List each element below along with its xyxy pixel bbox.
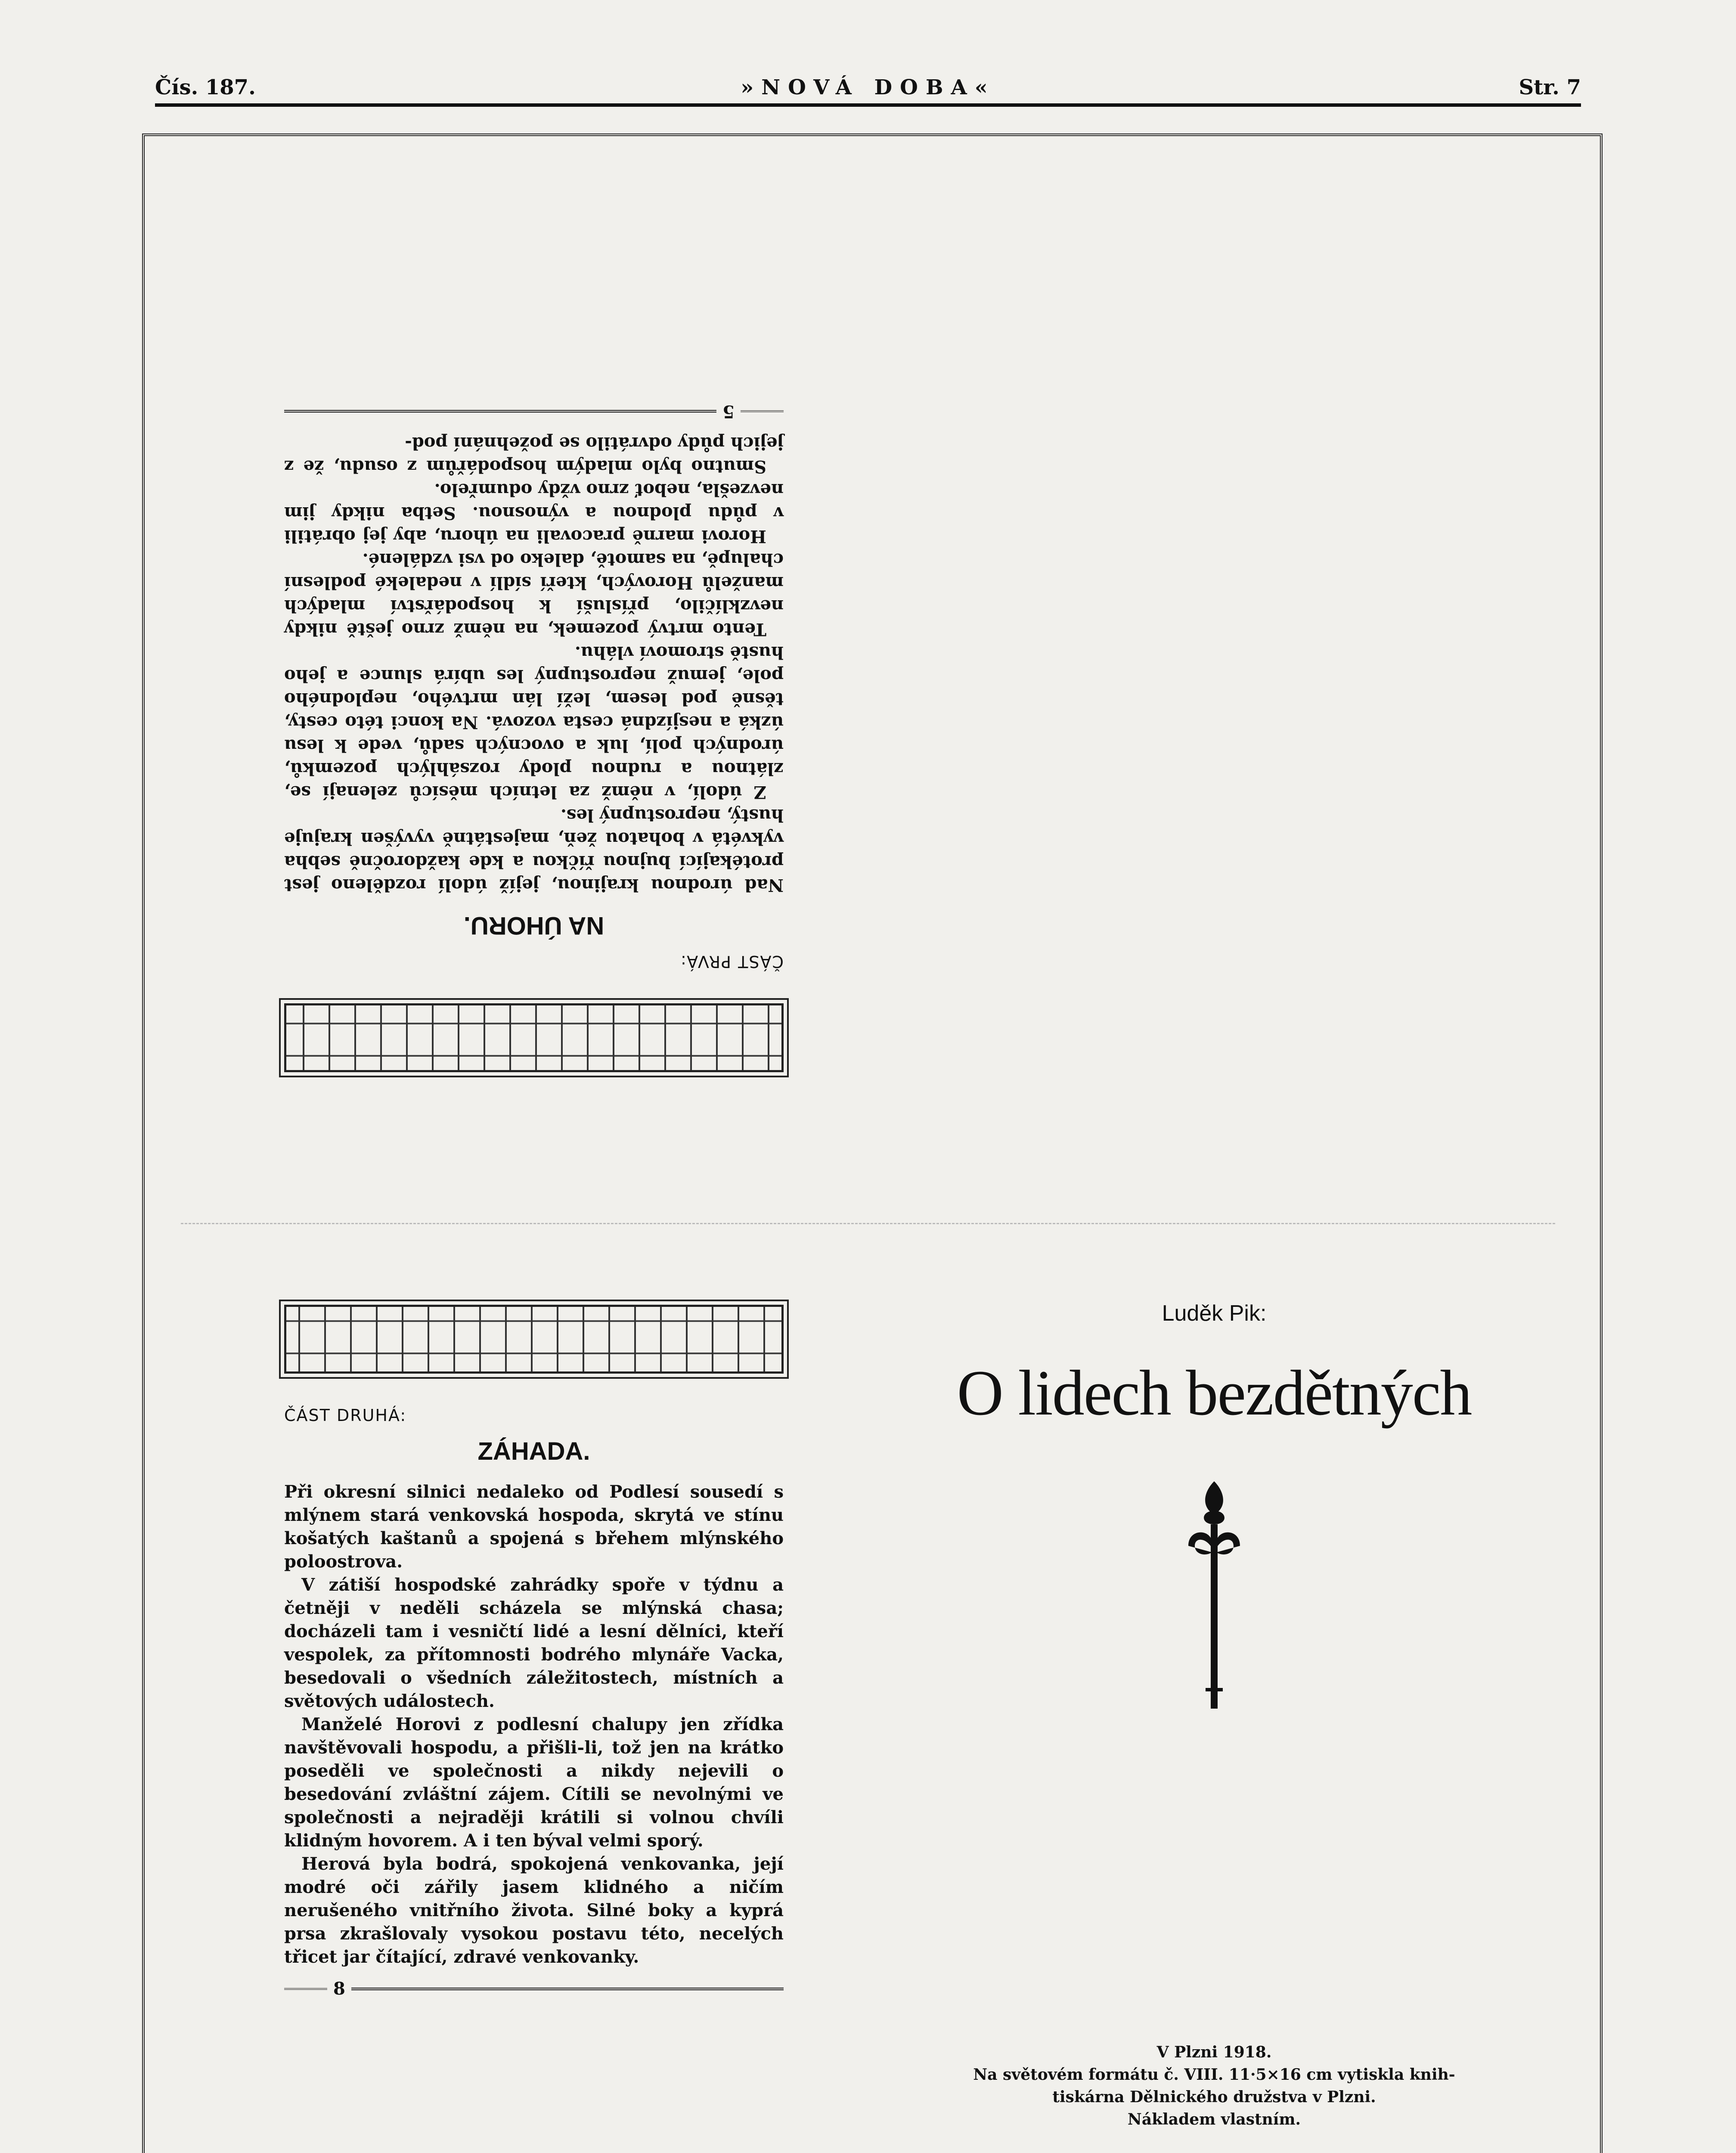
upside-down-page (284, 280, 784, 1072)
paragraph: Horovi marně pracovali na úhoru, aby jej obrátili v půdu plodnou a výnosnou. Setba nikdy jim nevzešla, neboť zrno vždy odumřelo. (284, 480, 784, 546)
paragraph: Při okresní silnici nedaleko od Podlesí sousedí s mlýnem stará venkovská hospoda, skrytá ve stínu košatých kaštanů a spojená s břehem mlýnského poloostrova. (284, 1482, 784, 1572)
paragraph: Manželé Horovi z podlesní chalupy jen zřídka navštěvovali hospodu, a přišli-li, tož jen na krátko poseděli ve společnosti a nikdy nejevili o besedování zvláštní zájem. Cítili se nevolnými ve společnosti a nejraději krátili si volnou chvíli klidným hovorem. A i ten býval velmi sporý. (284, 1714, 784, 1851)
author-name: Luděk Pik: (1162, 1301, 1267, 1326)
ornamental-border (284, 1003, 784, 1072)
masthead (155, 75, 1581, 105)
fold-line (181, 1223, 1555, 1224)
part-heading: ČÁST PRVÁ: (680, 952, 784, 971)
imprint-line: Na světovém formátu č. VIII. 11·5×16 cm vytiskla knih- (973, 2066, 1455, 2084)
ornament-emblem-icon (1171, 1473, 1257, 1714)
ornamental-border (284, 1305, 784, 1374)
imprint-place: V Plzni 1918. (1156, 2043, 1272, 2061)
paragraph: V zátiší hospodské zahrádky spoře v týdnu a četněji v neděli scházela se mlýnská chasa; docházeli tam i vesničtí lidé a lesní dělníci, kteří vespolek, za přítomnosti bodrého mlynáře Vacka, besedovali o všedních záležitostech, místních a světových událostech. (284, 1575, 784, 1711)
folio-number: 8 (333, 1979, 345, 1999)
part-heading: ČÁST DRUHÁ: (284, 1406, 407, 1425)
page-number: Str. 7 (1519, 75, 1581, 99)
chapter-title: ZÁHADA. (477, 1437, 590, 1465)
folio (284, 1977, 784, 2001)
paragraph: Tento mrtvý pozemek, na němž zrno ještě nikdy nevzklíčilo, přísluší k hospodářství mladých manželů Horových, kteří sídlí v nedaleké podlesní chalupě, na samotě, daleko od vsi vzdálené. (284, 549, 784, 639)
imprint-line: Nákladem vlastním. (1127, 2110, 1301, 2128)
issue-number: Čís. 187. (155, 75, 256, 99)
paragraph: Z údolí, v němž za letních měsíců zelenají se, zlátnou a rudnou plody rozsáhlých pozemků, úrodných polí, luk a ovocných sadů, vede k lesu úzká a nesjízdná cesta vozová. Na konci této cesty, těsně pod lesem, leží lán mrtvého, neplodného pole, jemuž neprostupný les ubírá slunce a jeho hustě stromoví vláhu. (284, 642, 784, 802)
paragraph: Smutno bylo mladým hospodářům z osudu, že z jejich půdy odvrátilo se požehnání pod- (284, 433, 784, 477)
newspaper-name: »NOVÁ DOBA« (741, 75, 995, 99)
paragraph: Herová byla bodrá, spokojená venkovanka, její modré oči zářily jasem klidného a ničím nerušeného vnitřního života. Silné boky a kyprá prsa zkrašlovaly vysokou postavu této, necelých třicet jar čítající, zdravé venkovanky. (284, 1854, 784, 1967)
folio (284, 400, 784, 423)
imprint (926, 2041, 1503, 2131)
masthead-rule (155, 103, 1581, 107)
paragraph: Nad úrodnou krajinou, jejíž údolí rozděleno jest protékající bujnou říčkou a kde každoročně sebha vykvétá v bohatou žeň, majestátně vyvýšen krajuje hustý, neprostupný les. (284, 805, 784, 895)
chapter-title: NA ÚHORU. (463, 912, 604, 940)
title-page (926, 1300, 1503, 1716)
folio-number: 5 (722, 401, 735, 422)
imprint-line: tiskárna Dělnického družstva v Plzni. (1052, 2088, 1376, 2106)
story-page (284, 1305, 784, 2063)
book-title: O lidech bezdětných (957, 1357, 1472, 1429)
